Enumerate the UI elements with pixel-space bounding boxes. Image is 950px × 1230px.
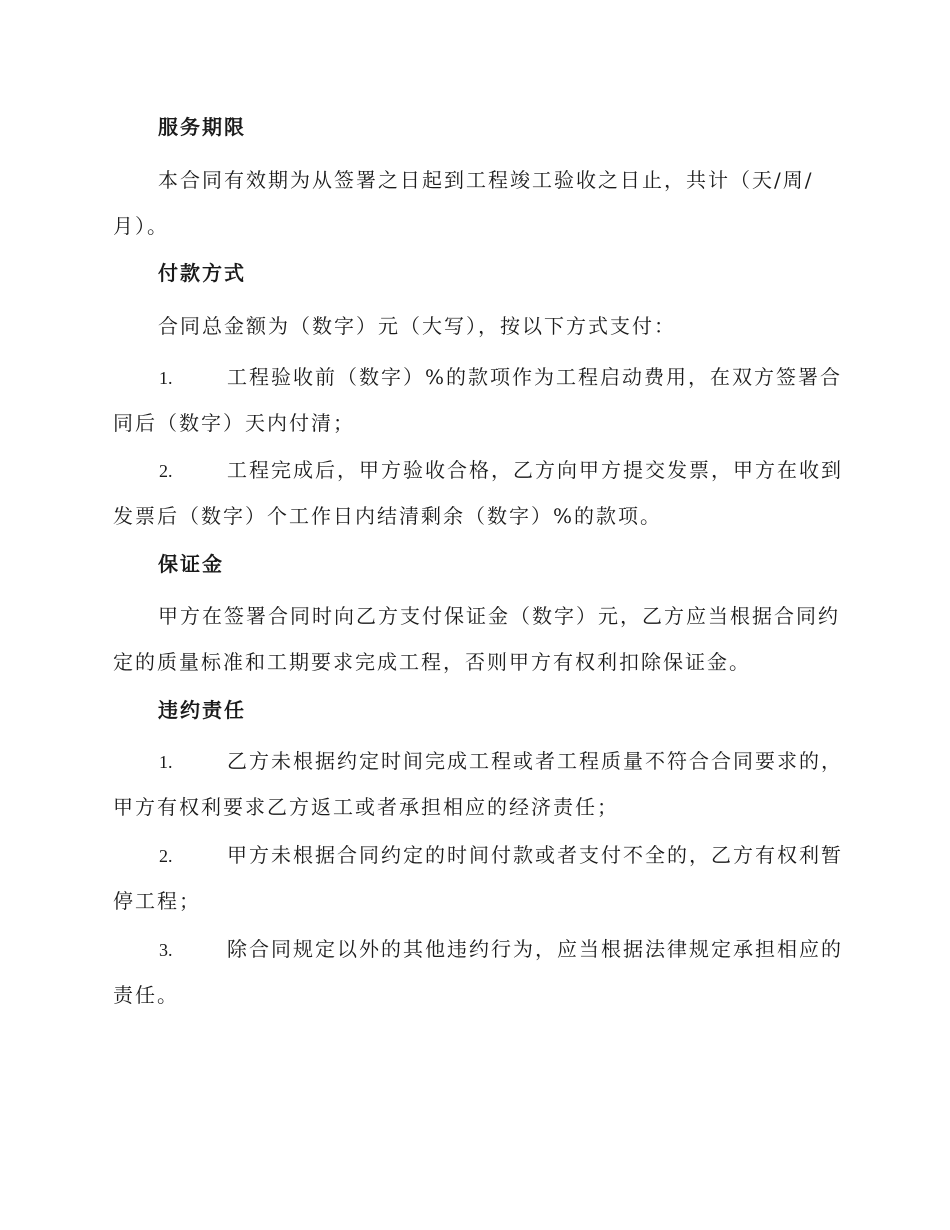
paragraph-line: 甲方在签署合同时向乙方支付保证金（数字）元，乙方应当根据合同约 [158,604,840,628]
list-item-text: 同后（数字）天内付清； [113,411,355,435]
list-number: 2. [159,461,173,481]
list-item-text: 发票后（数字）个工作日内结清剩余（数字）%的款项。 [113,504,663,528]
list-item-text: 甲方未根据合同约定的时间付款或者支付不全的，乙方有权利暂 [227,843,843,867]
paragraph-deposit [113,593,840,685]
list-item-text: 责任。 [113,983,179,1007]
heading-payment-method: 付款方式 [158,261,246,285]
paragraph-line: 定的质量标准和工期要求完成工程，否则甲方有权利扣除保证金。 [113,650,751,674]
heading-service-term: 服务期限 [158,115,246,139]
paragraph-service-term [113,157,835,249]
list-number: 3. [159,940,173,960]
list-item-text: 乙方未根据约定时间完成工程或者工程质量不符合合同要求的， [227,749,843,773]
list-item-text: 停工程； [113,889,201,913]
paragraph-payment-intro [113,303,835,349]
heading-breach-liability: 违约责任 [158,698,246,722]
list-item-payment-2 [113,447,843,539]
list-item-breach-1 [113,738,843,830]
list-number: 2. [159,846,173,866]
list-item-text: 工程验收前（数字）%的款项作为工程启动费用，在双方签署合 [227,365,843,389]
heading-deposit: 保证金 [158,552,224,576]
list-item-breach-3 [113,926,843,1018]
paragraph-line: 合同总金额为（数字）元（大写），按以下方式支付： [158,314,676,338]
list-number: 1. [159,752,173,772]
list-item-payment-1 [113,354,843,446]
list-item-text: 甲方有权利要求乙方返工或者承担相应的经济责任； [113,795,619,819]
paragraph-line: 月）。 [113,214,169,238]
list-number: 1. [159,368,173,388]
list-item-text: 除合同规定以外的其他违约行为，应当根据法律规定承担相应的 [227,937,843,961]
list-item-breach-2 [113,832,843,924]
paragraph-line: 本合同有效期为从签署之日起到工程竣工验收之日止，共计（天/周/ [158,168,814,192]
list-item-text: 工程完成后，甲方验收合格，乙方向甲方提交发票，甲方在收到 [227,458,843,482]
